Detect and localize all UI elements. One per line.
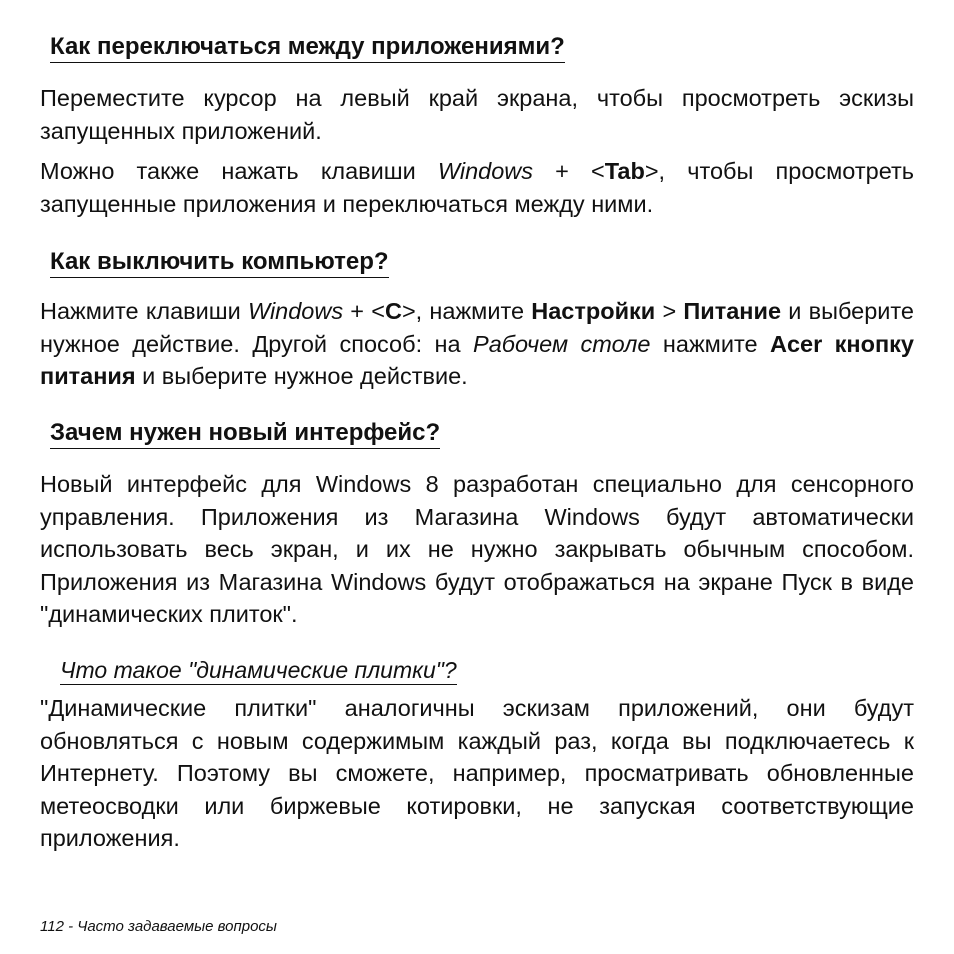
paragraph-new-interface: Новый интерфейс для Windows 8 разработан специально для сенсорного управления. Приложения из Магазина Windows будут автоматически использовать весь экран, и их не нужно закрывать обычным способом. Приложения из Магазина Windows будут отображаться на экране Пуск в виде "динамических плиток".: [40, 471, 914, 627]
heading-shutdown: Как выключить компьютер?: [50, 248, 389, 278]
paragraph-switch-apps-2: Можно также нажать клавиши Windows + <Tab>, чтобы просмотреть запущенные приложения и переключаться между ними.: [40, 158, 914, 217]
paragraph-live-tiles: "Динамические плитки" аналогичны эскизам приложений, они будут обновляться с новым содержимым каждый раз, когда вы подключаетесь к Интернету. Поэтому вы сможете, например, просматривать обновленные метеосводки или биржевые котировки, не запуская соответствующие приложения.: [40, 695, 914, 851]
paragraph-shutdown: Нажмите клавиши Windows + <C>, нажмите Настройки > Питание и выберите нужное действие. Другой способ: на Рабочем столе нажмите Acer кнопку питания и выберите нужное действие.: [40, 298, 914, 389]
subheading-live-tiles: Что такое "динамические плитки"?: [60, 657, 457, 683]
heading-new-interface: Зачем нужен новый интерфейс?: [50, 419, 440, 449]
page-footer: 112 - Часто задаваемые вопросы: [40, 918, 277, 935]
heading-switch-apps: Как переключаться между приложениями?: [50, 33, 565, 63]
paragraph-switch-apps-1: Переместите курсор на левый край экрана, чтобы просмотреть эскизы запущенных приложений.: [40, 85, 914, 144]
